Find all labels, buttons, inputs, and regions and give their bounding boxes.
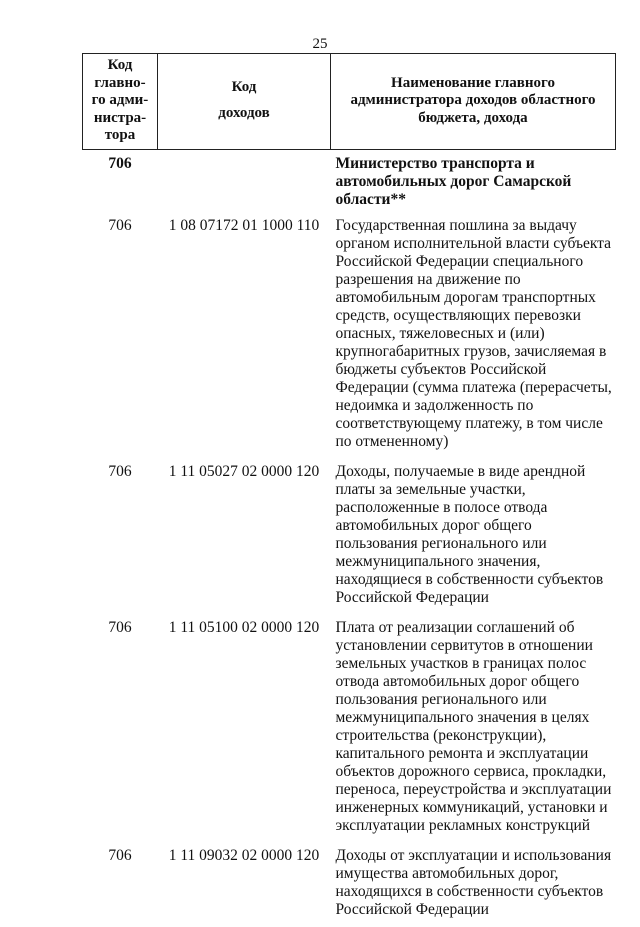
table-row-ministry <box>83 149 616 213</box>
header-line: тора <box>104 127 136 143</box>
admin-code-cell: 706 <box>108 216 132 234</box>
header-admin-code <box>83 54 158 150</box>
header-line: Код <box>231 79 257 96</box>
income-code-cell: 1 08 07172 01 1000 110 <box>168 216 320 234</box>
income-code-cell: 1 11 05100 02 0000 120 <box>168 618 320 636</box>
admin-code-cell: 706 <box>108 846 132 864</box>
header-line: го адми- <box>91 92 149 108</box>
table-row <box>83 615 616 843</box>
header-line: Код <box>107 57 133 73</box>
header-line: Наименование главного <box>391 74 555 91</box>
table-header-row <box>83 54 616 150</box>
header-line: нистра- <box>93 109 147 126</box>
header-line: главно- <box>94 74 146 91</box>
income-name-cell: Доходы, получаемые в виде арендной платы за земельные участки, расположенные в полосе отвода автомобильных дорог общего пользования регионального или межмуниципального значения, находящиеся в собственности субъектов Российской Федерации <box>335 462 604 606</box>
admin-code-cell: 706 <box>108 618 132 636</box>
income-administrators-table <box>82 53 616 927</box>
admin-code-cell: 706 <box>108 154 132 172</box>
income-name-cell: Доходы от эксплуатации и использования имущества автомобильных дорог, находящихся в собственности субъектов Российской Федерации <box>335 846 612 918</box>
income-code-cell: 1 11 09032 02 0000 120 <box>168 846 320 864</box>
page-number: 25 <box>312 36 328 52</box>
income-name-cell: Государственная пошлина за выдачу органом исполнительной власти субъекта Российской Федерации специального разрешения на движение по автомобильным дорогам транспортных средств, осуществляющих перевозки опасных, тяжеловесных и (или) крупногабаритных грузов, зачисляемая в бюджеты субъектов Российской Федерации (сумма платежа (перерасчеты, недоимка и задолженность по соответствующему платежу, в том числе по отмененному) <box>335 216 612 450</box>
header-line: администратора доходов областного <box>350 92 596 108</box>
header-line: бюджета, дохода <box>418 109 528 126</box>
header-line: доходов <box>218 104 270 121</box>
table-row <box>83 459 616 615</box>
table-row <box>83 843 616 927</box>
header-name <box>331 54 616 150</box>
ministry-name-cell: Министерство транспорта и автомобильных дорог Самарской области** <box>335 154 572 208</box>
income-code-cell <box>158 149 331 213</box>
income-code-cell: 1 11 05027 02 0000 120 <box>168 462 320 480</box>
table-row <box>83 213 616 459</box>
admin-code-cell: 706 <box>108 462 132 480</box>
income-name-cell: Плата от реализации соглашений об установлении сервитутов в отношении земельных участков в границах полос отвода автомобильных дорог общего пользования регионального или межмуниципального значения в целях строительства (реконструкции), капитального ремонта и эксплуатации объектов дорожного сервиса, прокладки, переноса, переустройства и эксплуатации инженерных коммуникаций, установки и эксплуатации рекламных конструкций <box>335 618 612 834</box>
header-income-code <box>158 54 331 150</box>
